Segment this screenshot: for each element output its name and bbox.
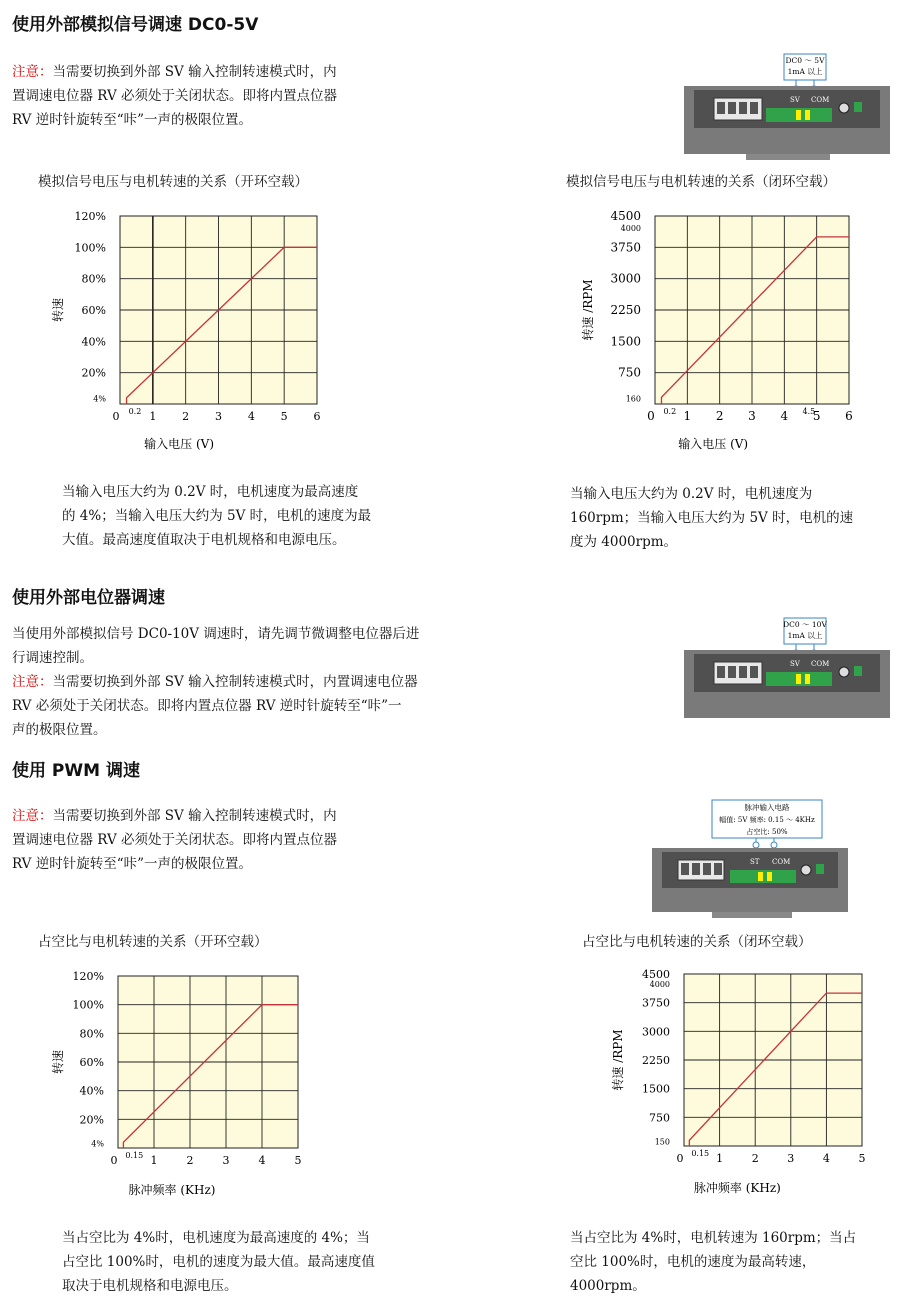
chart-3-caption [62,1226,375,1298]
note-label: 注意： [12,808,53,824]
note-line: 置调速电位器 RV 必须处于关闭状态。即将内置点位器 [12,88,338,104]
chart-1-title: 模拟信号电压与电机转速的关系（开环空载） [38,174,308,190]
y-extra-tick-label: 4000 [649,980,670,990]
chart-4-title: 占空比与电机转速的关系（闭环空载） [582,934,812,950]
note-line: RV 逆时针旋转至“咔”一声的极限位置。 [12,112,253,128]
chart-open-loop-voltage [40,200,350,460]
y-tick-label: 1500 [642,1082,670,1096]
body-line: 当使用外部模拟信号 DC0-10V 调速时，请先调节微调整电位器后进 [12,626,420,642]
x-tick-label: 5 [280,410,288,423]
note-label: 注意： [12,674,53,690]
note-line: 当需要切换到外部 SV 输入控制转速模式时，内置调速电位器 [52,674,418,690]
x-tick-label: 2 [751,1152,759,1165]
x-tick-label: 1 [149,410,157,423]
y-axis-label: 转速 [51,297,65,323]
caption-line: 的 4%；当输入电压大约为 5V 时，电机的速度为最 [62,508,372,524]
y-tick-label: 120% [74,210,106,223]
sv-terminal-label: SV [790,96,800,104]
body-line: 行调速控制。 [12,650,93,666]
x-extra-tick-label: 0.2 [128,407,142,416]
y-tick-label: 20% [81,366,106,380]
x-extra-tick-label: 0.2 [663,407,677,416]
x-tick-label: 2 [715,409,724,423]
section-2-heading: 使用外部电位器调速 [12,588,165,608]
y-extra-tick-label: 160 [625,394,641,404]
x-axis-label: 输入电压 (V) [678,437,749,451]
y-tick-label: 750 [618,365,641,380]
x-tick-label: 0 [110,1154,118,1167]
y-extra-tick-label: 4% [93,394,106,404]
x-tick-label: 4 [822,1152,830,1165]
caption-line: 当输入电压大约为 0.2V 时，电机速度为 [570,486,813,502]
chart-2-caption [570,482,853,554]
chart-open-loop-pwm [40,962,330,1202]
y-tick-label: 60% [81,304,106,317]
potentiometer-icon [801,865,811,875]
driver-wiring-diagram-2 [684,614,890,726]
y-tick-label: 1500 [610,334,641,349]
y-tick-label: 2250 [642,1054,670,1067]
note-line: 当需要切换到外部 SV 输入控制转速模式时，内 [52,808,337,824]
caption-line: 当占空比为 4%时，电机速度为最高速度的 4%；当 [62,1230,370,1246]
x-tick-label: 4 [258,1154,266,1167]
x-tick-label: 2 [186,1154,194,1167]
driver-wiring-diagram-3 [652,798,848,922]
caption-line: 160rpm；当输入电压大约为 5V 时，电机的速 [570,510,854,526]
signal-source-label: DC0 ～ 5V [785,56,825,65]
y-tick-label: 4500 [610,209,641,223]
x-extra-tick-label: 4.5 [802,407,816,416]
chart-closed-loop-pwm [600,960,890,1200]
x-tick-label: 3 [222,1154,230,1167]
chart-closed-loop-voltage [570,200,880,460]
x-extra-tick-label: 0.15 [691,1149,710,1158]
x-tick-label: 4 [247,410,255,423]
chart-1-caption [62,480,371,552]
y-tick-label: 40% [79,1084,104,1098]
com-terminal-label: COM [811,96,830,104]
com-terminal-label: COM [811,660,830,668]
x-tick-label: 1 [683,409,692,423]
x-tick-label: 4 [780,409,789,423]
note-line: 当需要切换到外部 SV 输入控制转速模式时，内 [52,64,337,80]
signal-source-label: 1mA 以上 [787,67,823,76]
x-tick-label: 3 [215,410,222,423]
y-tick-label: 3750 [642,996,670,1010]
y-axis-label: 转速 /RPM [611,1029,625,1091]
y-tick-label: 80% [79,1027,104,1041]
x-tick-label: 0 [676,1152,684,1165]
y-tick-label: 750 [649,1111,670,1125]
x-tick-label: 0 [112,410,120,423]
potentiometer-icon [839,667,849,677]
x-tick-label: 2 [182,410,190,423]
y-tick-label: 80% [81,272,106,286]
caption-line: 占空比 100%时，电机的速度为最大值。最高速度值 [62,1254,375,1270]
caption-line: 度为 4000rpm。 [570,534,678,550]
chart-2-title: 模拟信号电压与电机转速的关系（闭环空载） [566,174,836,190]
section-3-note [12,804,412,876]
chart-3-title: 占空比与电机转速的关系（开环空载） [38,934,268,950]
pulse-input-label: 幅值: 5V 频率: 0.15 ～ 4KHz [719,816,815,824]
y-tick-label: 2250 [610,303,641,317]
driver-wiring-diagram-1 [684,50,890,162]
sv-terminal-label: SV [790,660,800,668]
caption-line: 大值。最高速度值取决于电机规格和电源电压。 [62,532,346,548]
signal-source-label: 1mA 以上 [787,631,823,640]
x-tick-label: 0 [647,409,655,423]
y-extra-tick-label: 4000 [620,223,641,233]
x-tick-label: 5 [812,409,821,423]
caption-line: 取决于电机规格和电源电压。 [62,1278,238,1294]
y-tick-label: 120% [72,970,104,983]
com-terminal-label: COM [772,858,791,866]
y-tick-label: 40% [81,335,106,349]
st-terminal-label: ST [750,858,760,866]
signal-source-label: DC0 ～ 10V [783,620,827,629]
note-line: RV 必须处于关闭状态。即将内置点位器 RV 逆时针旋转至“咔”一 [12,698,402,714]
y-tick-label: 3000 [610,271,641,286]
y-tick-label: 4500 [642,968,670,981]
x-tick-label: 5 [858,1152,866,1165]
note-line: 声的极限位置。 [12,722,107,738]
caption-line: 4000rpm。 [570,1278,646,1294]
pulse-input-label: 占空比: 50% [746,828,788,836]
y-tick-label: 3000 [642,1025,670,1039]
section-3-heading: 使用 PWM 调速 [12,761,140,781]
section-1-heading: 使用外部模拟信号调速 DC0-5V [12,15,259,35]
x-axis-label: 脉冲频率 (KHz) [128,1183,216,1197]
y-tick-label: 100% [72,998,104,1012]
x-tick-label: 3 [748,409,756,423]
pulse-input-label: 脉冲输入电路 [744,803,790,812]
x-tick-label: 1 [150,1154,158,1167]
note-line: RV 逆时针旋转至“咔”一声的极限位置。 [12,856,253,872]
x-axis-label: 脉冲频率 (KHz) [693,1181,781,1195]
note-line: 置调速电位器 RV 必须处于关闭状态。即将内置点位器 [12,832,338,848]
chart-4-caption [570,1226,856,1298]
y-axis-label: 转速 /RPM [581,279,595,341]
x-axis-label: 输入电压 (V) [144,437,215,451]
y-extra-tick-label: 150 [654,1137,670,1147]
x-tick-label: 6 [313,410,321,423]
x-tick-label: 1 [716,1152,724,1165]
caption-line: 空比 100%时，电机的速度为最高转速， [570,1254,816,1270]
x-tick-label: 6 [845,409,853,423]
caption-line: 当占空比为 4%时，电机转速为 160rpm；当占 [570,1230,857,1246]
y-extra-tick-label: 4% [91,1139,104,1149]
note-label: 注意： [12,64,53,80]
potentiometer-icon [839,103,849,113]
section-2-body [12,622,512,742]
y-tick-label: 100% [74,241,106,255]
y-tick-label: 60% [79,1056,104,1069]
caption-line: 当输入电压大约为 0.2V 时，电机速度为最高速度 [62,484,359,500]
section-1-note [12,60,412,132]
x-tick-label: 5 [294,1154,302,1167]
x-extra-tick-label: 0.15 [125,1151,144,1160]
x-tick-label: 3 [787,1152,795,1165]
y-tick-label: 3750 [610,240,641,255]
y-tick-label: 20% [79,1113,104,1127]
y-axis-label: 转速 [51,1049,65,1075]
